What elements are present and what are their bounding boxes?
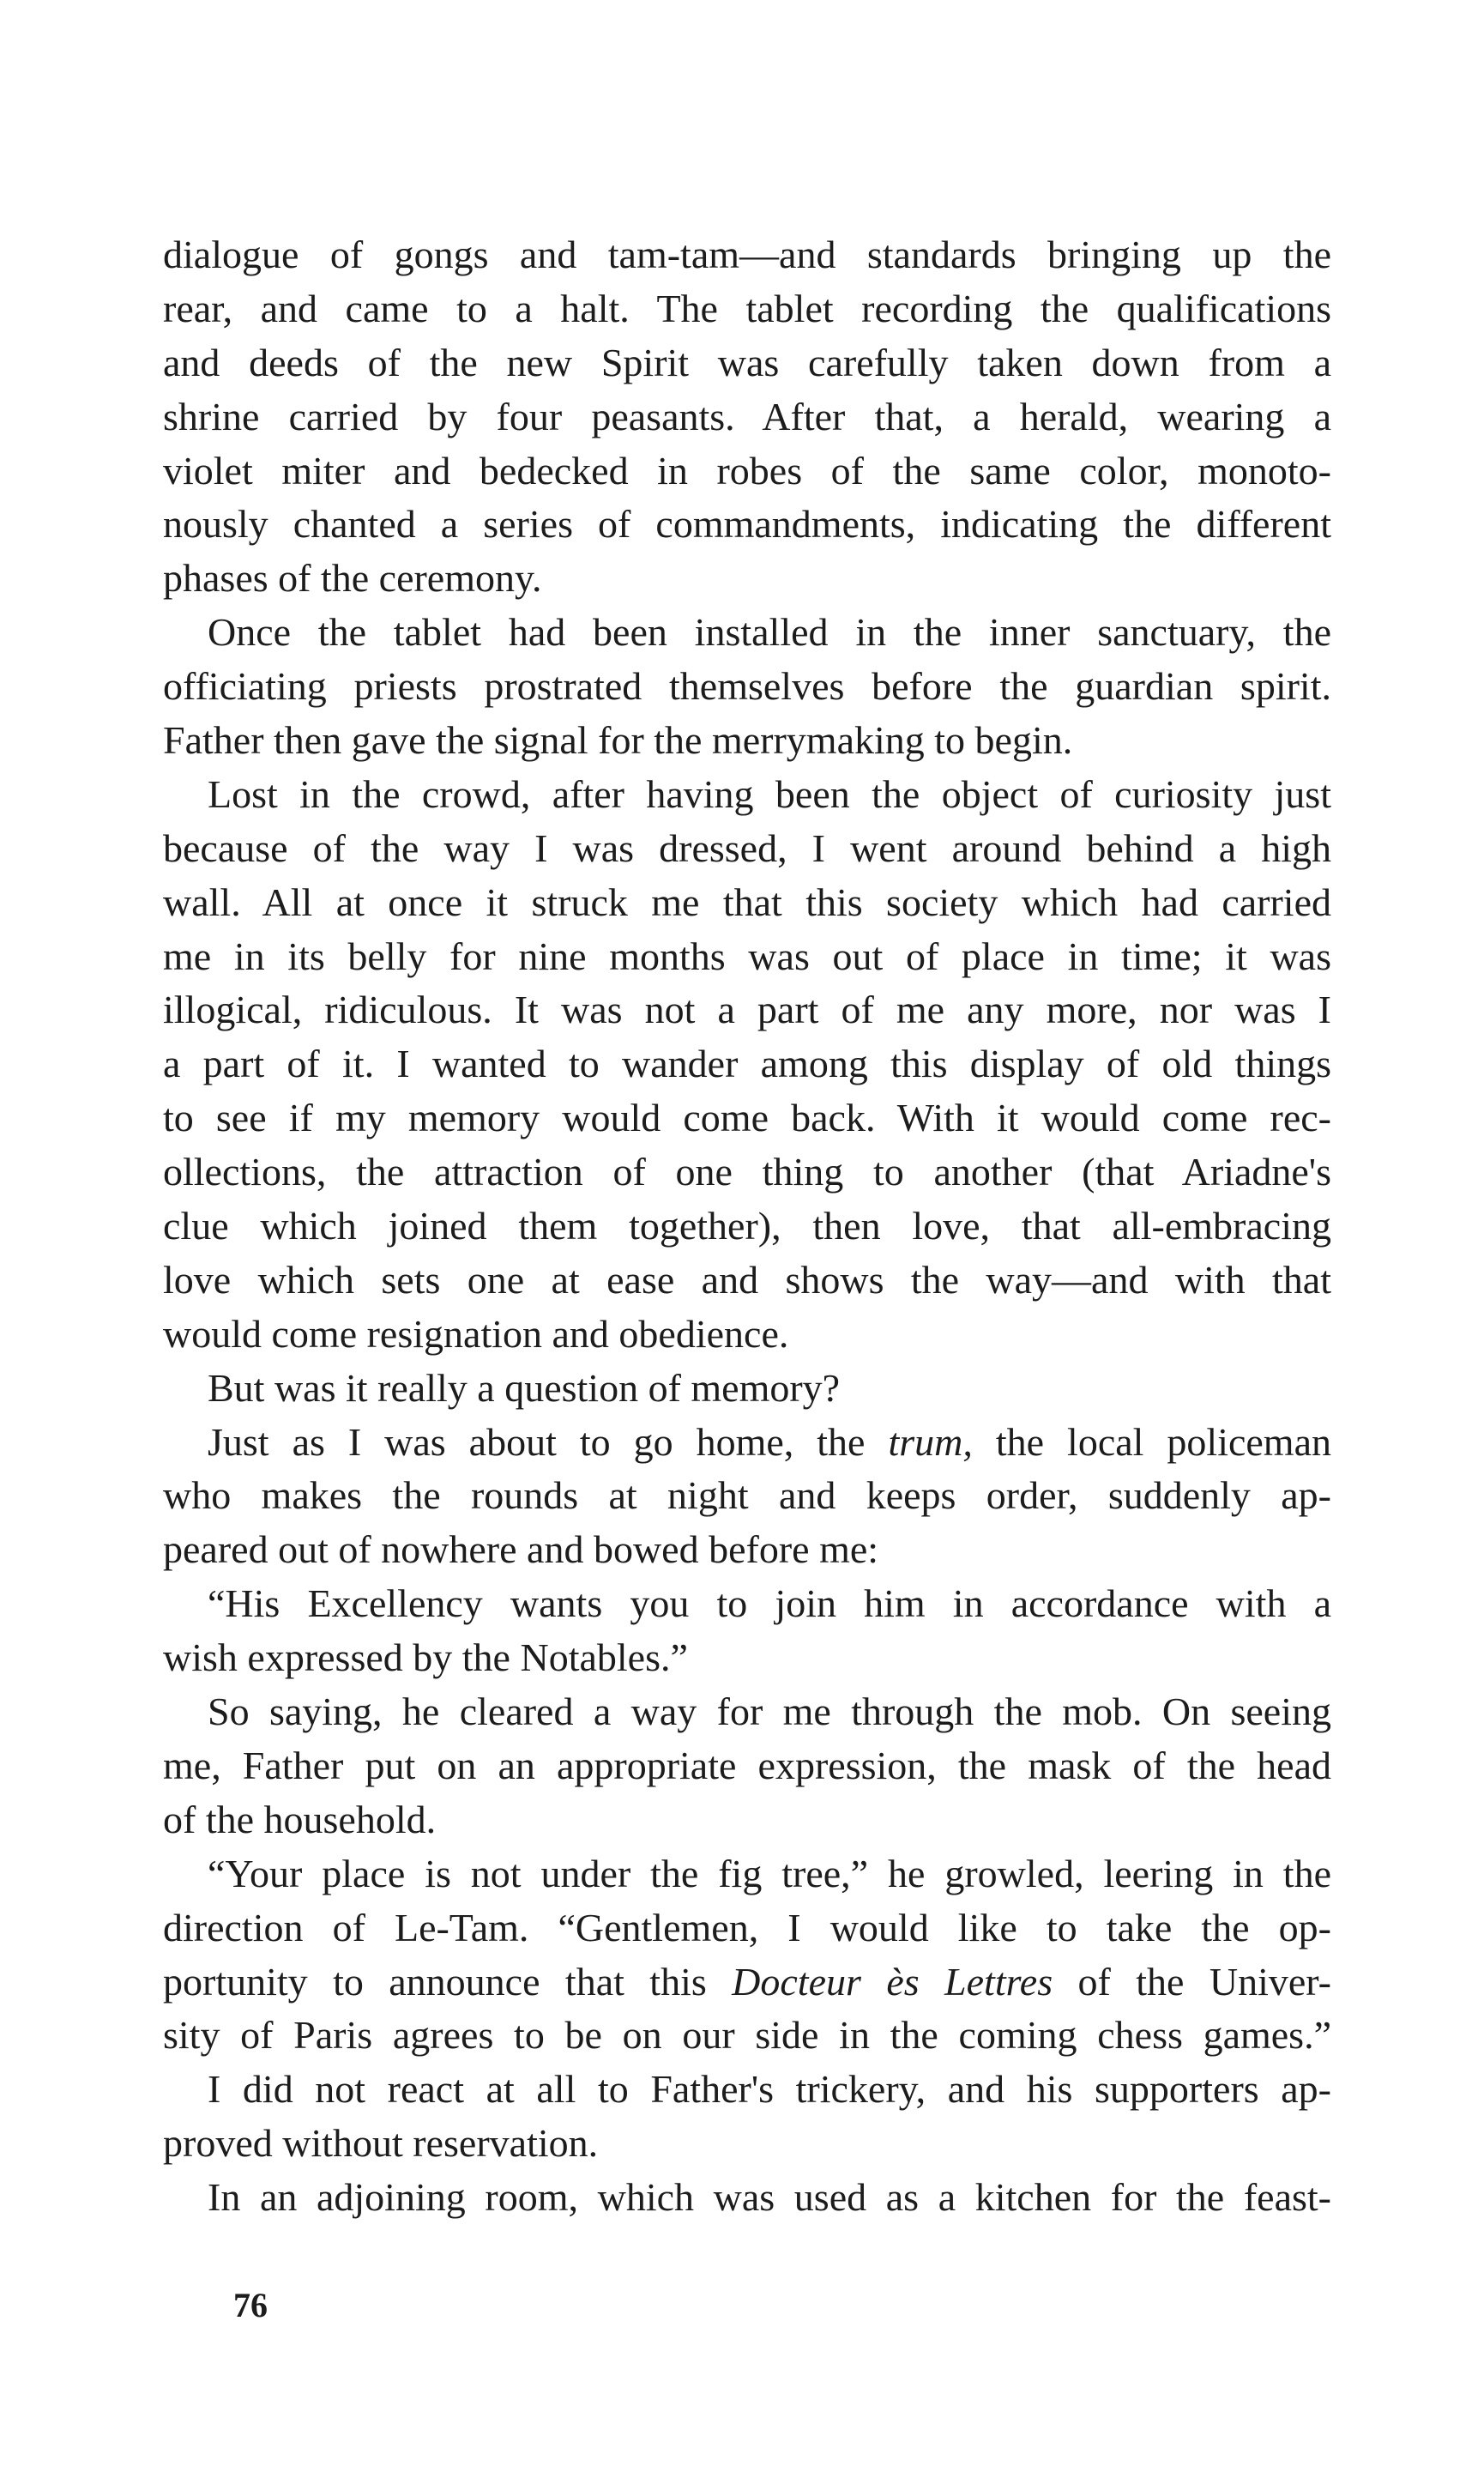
text-line: In an adjoining room, which was used as a kitchen for the feast-: [208, 2175, 1331, 2220]
text-line: I did not react at all to Father's trickery, and his supporters ap-: [208, 2067, 1331, 2112]
text-line: violet miter and bedecked in robes of the same color, monoto-: [163, 448, 1331, 493]
emphasis-text: trum,: [888, 1419, 973, 1464]
text-line: Lost in the crowd, after having been the object of curiosity just: [208, 771, 1331, 816]
text-line: wish expressed by the Notables.”: [163, 1635, 688, 1680]
text-line: illogical, ridiculous. It was not a part of me any more, nor was I: [163, 988, 1331, 1032]
text-line: peared out of nowhere and bowed before me:: [163, 1527, 879, 1572]
text-segment: of the Univer-: [1053, 1959, 1331, 2004]
text-line: direction of Le-Tam. “Gentlemen, I would like to take the op-: [163, 1905, 1331, 1949]
text-line: because of the way I was dressed, I went around behind a high: [163, 825, 1331, 870]
text-line: officiating priests prostrated themselves before the guardian spirit.: [163, 664, 1331, 709]
text-line: love which sets one at ease and shows the way—and with that: [163, 1257, 1331, 1302]
text-line: dialogue of gongs and tam-tam—and standards bringing up the: [163, 233, 1331, 276]
text-line: and deeds of the new Spirit was carefully taken down from a: [163, 340, 1331, 384]
text-line: So saying, he cleared a way for me through the mob. On seeing: [208, 1689, 1331, 1734]
text-line: shrine carried by four peasants. After that, a herald, wearing a: [163, 394, 1331, 438]
text-line: “His Excellency wants you to join him in accordance with a: [208, 1581, 1331, 1626]
text-line: a part of it. I wanted to wander among this display of old things: [163, 1042, 1331, 1086]
text-segment: portunity to announce that this: [163, 1959, 733, 2004]
text-segment: the local policeman: [972, 1419, 1331, 1464]
text-line: ollections, the attraction of one thing to another (that Ariadne's: [163, 1150, 1331, 1194]
text-line: rear, and came to a halt. The tablet recording the qualifications: [163, 286, 1331, 330]
text-line: But was it really a question of memory?: [208, 1365, 841, 1410]
text-line: Once the tablet had been installed in the inner sanctuary, the: [208, 610, 1331, 655]
text-line: Father then gave the signal for the merrymaking to begin.: [163, 718, 1073, 763]
body-text: [163, 228, 1331, 2225]
text-segment: Just as I was about to go home, the: [208, 1419, 889, 1464]
text-line: clue which joined them together), then love, that all-embracing: [163, 1204, 1331, 1248]
text-line: “Your place is not under the fig tree,” he growled, leering in the: [208, 1851, 1331, 1895]
text-line: of the household.: [163, 1797, 437, 1841]
text-line: phases of the ceremony.: [163, 556, 542, 601]
text-line: me, Father put on an appropriate expression, the mask of the head: [163, 1743, 1331, 1787]
text-line: proved without reservation.: [163, 2121, 599, 2166]
text-line: me in its belly for nine months was out of place in time; it was: [163, 934, 1331, 978]
text-line: nously chanted a series of commandments, indicating the different: [163, 502, 1331, 547]
text-line: [163, 1955, 1331, 2010]
text-line: would come resignation and obedience.: [163, 1311, 789, 1356]
text-line: sity of Paris agrees to be on our side in the coming chess games.”: [163, 2013, 1331, 2058]
page-number: 76: [233, 2286, 268, 2324]
text-line: wall. All at once it struck me that this society which had carried: [163, 879, 1331, 924]
text-line: who makes the rounds at night and keeps order, suddenly ap-: [163, 1473, 1331, 1518]
emphasis-text: Docteur ès Lettres: [732, 1959, 1053, 2004]
text-line: [163, 1416, 1331, 1470]
text-line: to see if my memory would come back. With it would come rec-: [163, 1096, 1331, 1140]
